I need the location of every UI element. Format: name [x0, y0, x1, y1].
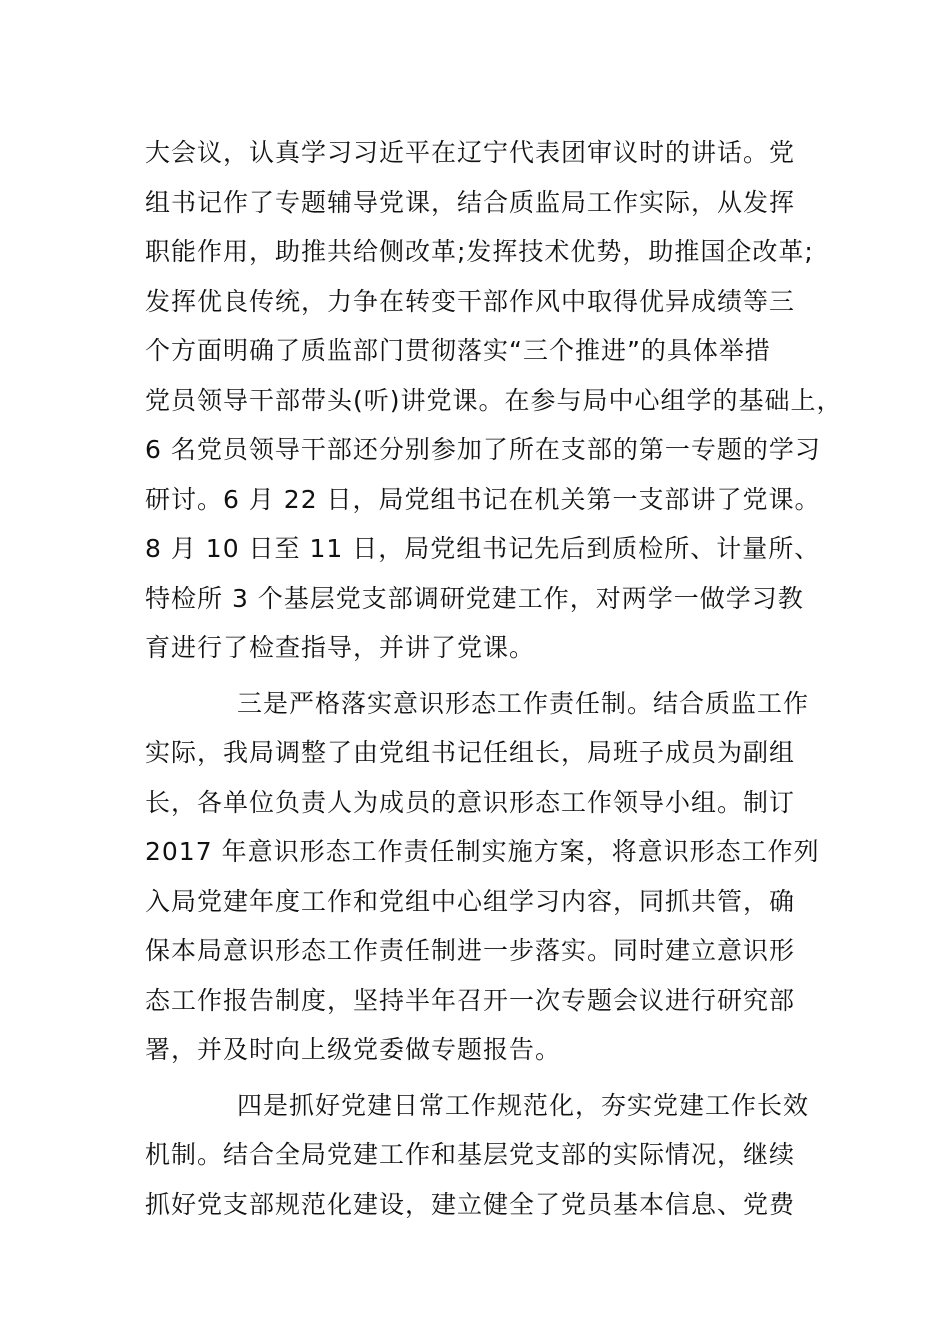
text-line: 党员领导干部带头(听)讲党课。在参与局中心组学的基础上， [145, 385, 843, 415]
text-line: 长，各单位负责人为成员的意识形态工作领导小组。制订 [145, 787, 796, 817]
paragraph-1 [145, 128, 845, 673]
text-line: 8 月 10 日至 11 日，局党组书记先后到质检所、计量所、 [145, 534, 821, 563]
text-line: 机制。结合全局党建工作和基层党支部的实际情况，继续 [145, 1140, 796, 1169]
text-line: 态工作报告制度，坚持半年召开一次专题会议进行研究部 [145, 985, 796, 1015]
paragraph-2 [145, 679, 845, 1075]
text-line: 大会议，认真学习习近平在辽宁代表团审议时的讲话。党 [145, 138, 796, 167]
text-line: 职能作用，助推共给侧改革;发挥技术优势，助推国企改革; [145, 237, 814, 266]
document-body [145, 128, 845, 1229]
text-line: 2017 年意识形态工作责任制实施方案，将意识形态工作列 [145, 837, 820, 866]
text-line: 组书记作了专题辅导党课，结合质监局工作实际，从发挥 [145, 187, 796, 217]
text-line: 研讨。6 月 22 日，局党组书记在机关第一支部讲了党课。 [145, 484, 821, 514]
text-line: 实际，我局调整了由党组书记任组长，局班子成员为副组 [145, 738, 796, 767]
text-line: 三是严格落实意识形态工作责任制。结合质监工作 [237, 688, 810, 718]
text-line: 抓好党支部规范化建设，建立健全了党员基本信息、党费 [145, 1189, 796, 1219]
text-line: 特检所 3 个基层党支部调研党建工作，对两学一做学习教 [145, 583, 804, 613]
text-line: 入局党建年度工作和党组中心组学习内容，同抓共管，确 [145, 886, 796, 916]
text-line: 个方面明确了质监部门贯彻落实“三个推进”的具体举措 [145, 336, 771, 365]
text-line: 发挥优良传统，力争在转变干部作风中取得优异成绩等三 [145, 286, 796, 316]
text-line: 四是抓好党建日常工作规范化，夯实党建工作长效 [237, 1090, 810, 1120]
text-line: 育进行了检查指导，并讲了党课。 [145, 633, 536, 662]
text-line: 6 名党员领导干部还分别参加了所在支部的第一专题的学习 [145, 435, 821, 464]
text-line: 署，并及时向上级党委做专题报告。 [145, 1035, 562, 1064]
paragraph-3 [145, 1081, 845, 1230]
text-line: 保本局意识形态工作责任制进一步落实。同时建立意识形 [145, 936, 796, 965]
